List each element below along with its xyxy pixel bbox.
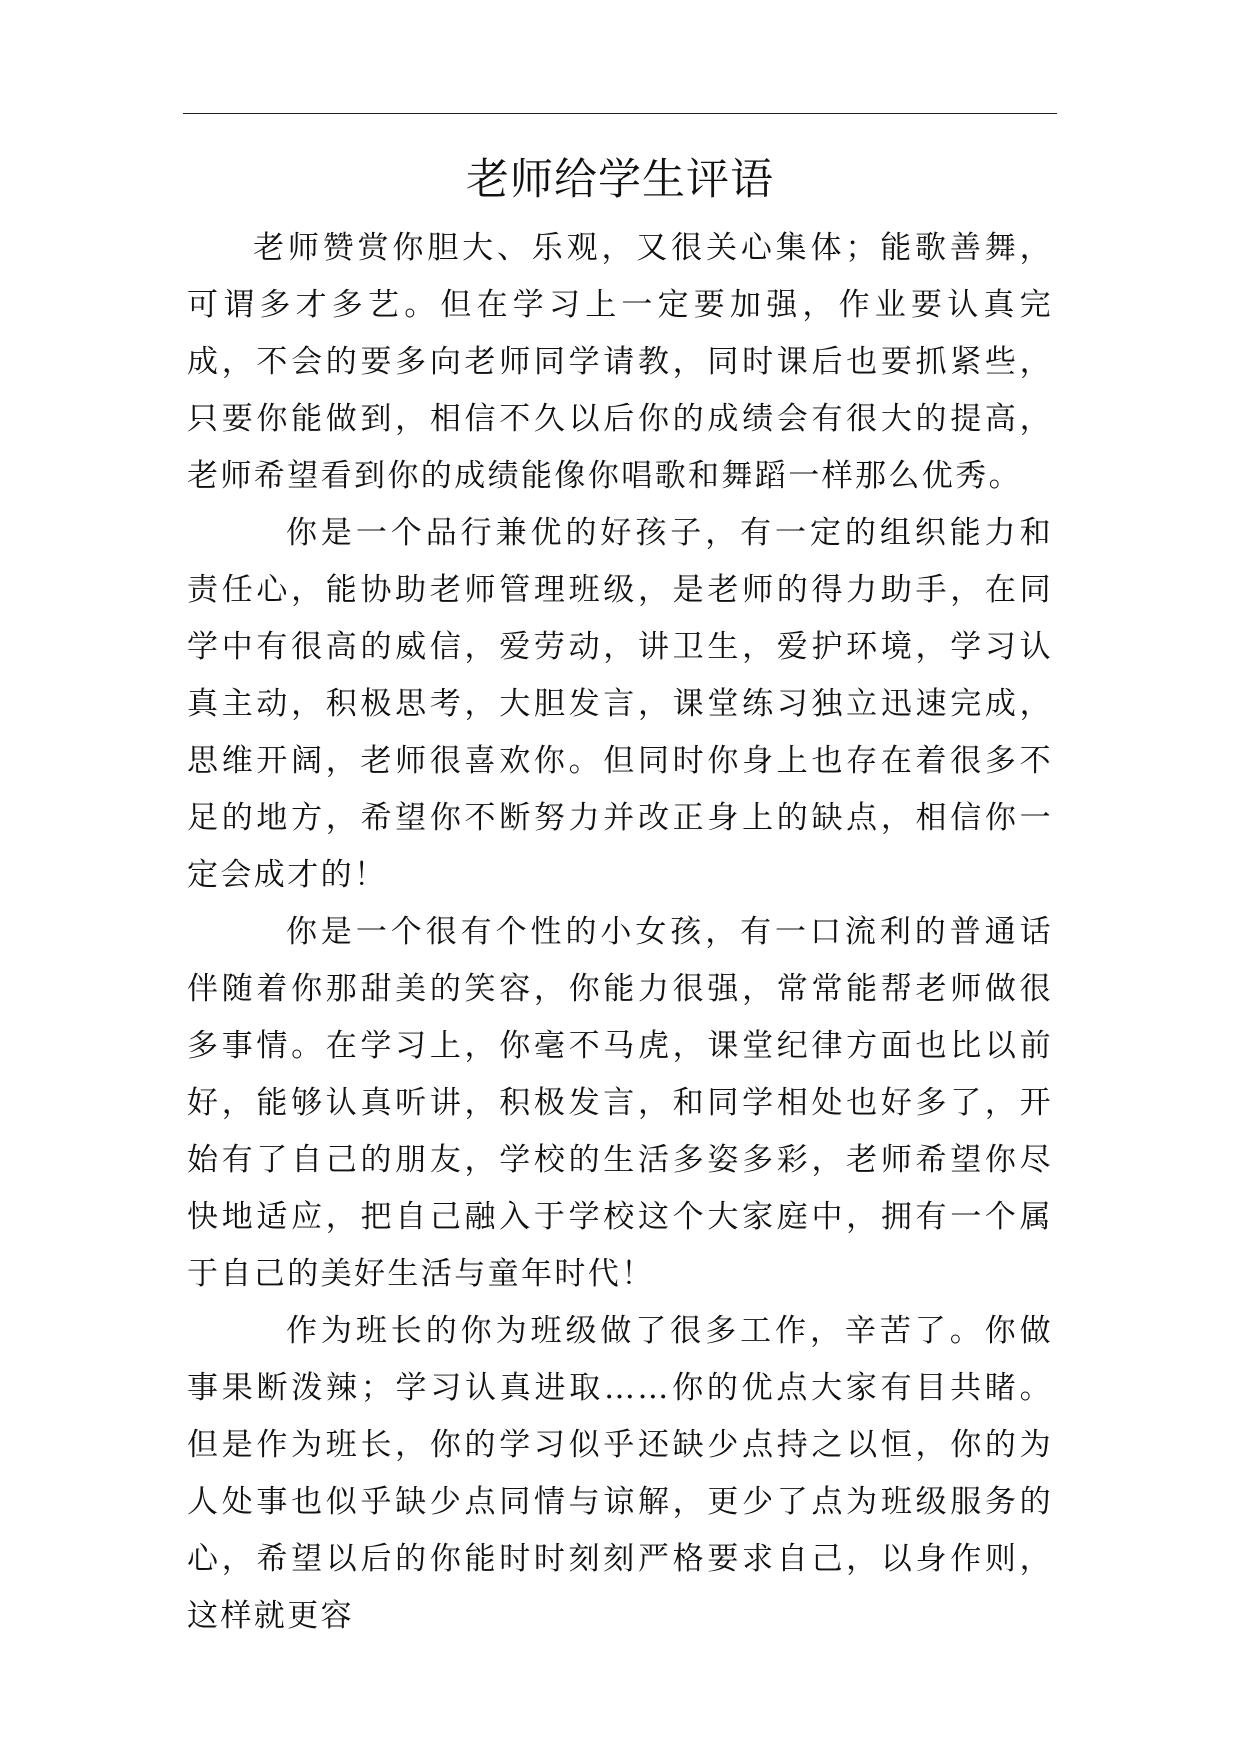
comment-paragraph-1: 老师赞赏你胆大、乐观，又很关心集体；能歌善舞，可谓多才多艺。但在学习上一定要加强，作业要认真完成，不会的要多向老师同学请教，同时课后也要抓紧些，只要你能做到，相信不久以后你的成绩会有很大的提高，老师希望看到你的成绩能像你唱歌和舞蹈一样那么优秀。 (187, 230, 1053, 494)
document-title: 老师给学生评语 (466, 155, 774, 205)
comment-paragraph-4: 作为班长的你为班级做了很多工作，辛苦了。你做事果断泼辣；学习认真进取……你的优点大家有目共睹。但是作为班长，你的学习似乎还缺少点持之以恒，你的为人处事也似乎缺少点同情与谅解，更少了点为班级服务的心，希望以后的你能时时刻刻严格要求自己，以身作则，这样就更容 (187, 1313, 1053, 1634)
header-rule (183, 113, 1057, 114)
comment-paragraph-2: 你是一个品行兼优的好孩子，有一定的组织能力和责任心，能协助老师管理班级，是老师的得力助手，在同学中有很高的威信，爱劳动，讲卫生，爱护环境，学习认真主动，积极思考，大胆发言，课堂练习独立迅速完成，思维开阔，老师很喜欢你。但同时你身上也存在着很多不足的地方，希望你不断努力并改正身上的缺点，相信你一定会成才的！ (187, 515, 1053, 893)
document-body (187, 220, 1053, 1645)
comment-paragraph-3: 你是一个很有个性的小女孩，有一口流利的普通话伴随着你那甜美的笑容，你能力很强，常常能帮老师做很多事情。在学习上，你毫不马虎，课堂纪律方面也比以前好，能够认真听讲，积极发言，和同学相处也好多了，开始有了自己的朋友，学校的生活多姿多彩，老师希望你尽快地适应，把自己融入于学校这个大家庭中，拥有一个属于自己的美好生活与童年时代！ (187, 914, 1053, 1292)
